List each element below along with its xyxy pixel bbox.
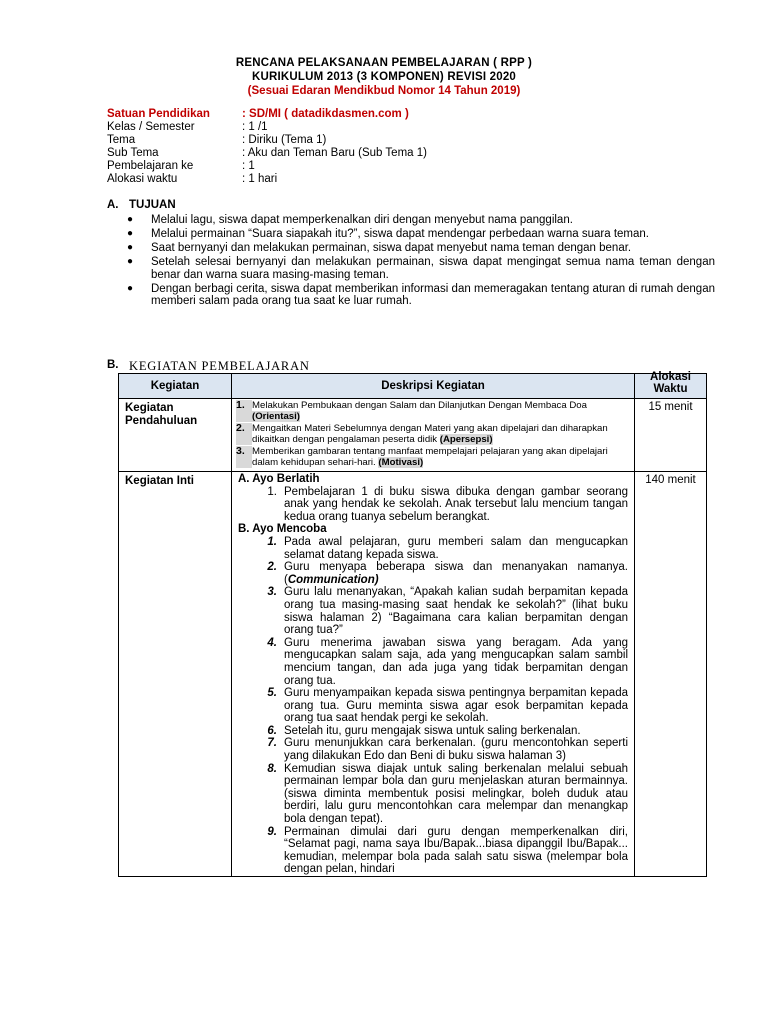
bullet-icon: ● [127, 282, 134, 294]
item-number: 1. [236, 400, 252, 422]
list-item: 5. Guru menyampaikan kepada siswa pentingnya berpamitan kepada orang tua. Guru meminta siswa agar esok berpamitan kepada orang tua saat hendak pergi ke sekolah. [267, 687, 628, 725]
list-item-text: Dengan berbagi cerita, siswa dapat memberikan informasi dan memeragakan tentang aturan di rumah dengan memberi salam pada orang tua saat ke luar rumah. [151, 282, 715, 307]
identity-label: Sub Tema [107, 147, 159, 159]
item-number: 3. [236, 446, 252, 468]
document-header [0, 56, 768, 98]
list-item: 8. Kemudian siswa diajak untuk saling berkenalan melalui sebuah permainan lempar bola dan guru menjelaskan aturan bermainnya. (siswa diminta membentuk posisi melingkar, boleh duduk atau berdiri, lalu guru mencontohkan cara melempar dan menangkap bola dengan tepat). [267, 762, 628, 826]
section-title [107, 199, 715, 211]
identity-row-satuan [107, 108, 427, 121]
cell-pendahuluan-name: Kegiatan Pendahuluan [119, 399, 232, 472]
communication-tag: Communication) [287, 573, 379, 586]
tujuan-list [107, 214, 715, 308]
bullet-icon: ● [127, 242, 134, 253]
section-letter: A. [107, 199, 119, 211]
cell-pendahuluan-time: 15 menit [635, 399, 707, 472]
identity-row-subtema [107, 147, 427, 160]
section-kegiatan-title [107, 359, 310, 374]
header-kegiatan: Kegiatan [119, 374, 232, 399]
cell-pendahuluan-desc [232, 399, 635, 472]
identity-label: Pembelajaran ke [107, 160, 194, 172]
cell-inti-desc [232, 472, 635, 877]
identity-value: : SD/MI ( datadikdasmen.com ) [242, 108, 409, 120]
list-item [107, 214, 715, 227]
bullet-icon: ● [127, 214, 134, 225]
item-text: Melakukan Pembukaan dengan Salam dan Dilanjutkan Dengan Membaca Doa (Orientasi) [252, 400, 587, 422]
section-title-text: KEGIATAN PEMBELAJARAN [129, 359, 310, 373]
identity-label: Satuan Pendidikan [107, 108, 210, 120]
header-deskripsi: Deskripsi Kegiatan [232, 374, 635, 399]
bullet-icon: ● [127, 256, 134, 267]
cell-inti-name: Kegiatan Inti [119, 472, 232, 877]
identity-value: : 1 [242, 160, 255, 172]
identity-label: Kelas / Semester [107, 121, 195, 133]
identity-label: Alokasi waktu [107, 173, 178, 185]
header-alokasi: Alokasi Waktu [635, 374, 707, 399]
list-item: 2. Guru menyapa beberapa siswa dan menanyakan namanya. (Communication) [267, 561, 628, 586]
item-tag: (Orientasi) [252, 411, 300, 422]
identity-block [107, 108, 427, 186]
list-item: 6. Setelah itu, guru mengajak siswa untuk saling berkenalan. [267, 724, 581, 737]
list-item [236, 423, 628, 445]
header-curriculum: KURIKULUM 2013 (3 KOMPONEN) REVISI 2020 [251, 71, 517, 83]
identity-value: : Aku dan Teman Baru (Sub Tema 1) [242, 147, 427, 159]
header-note: (Sesuai Edaran Mendikbud Nomor 14 Tahun 2019) [247, 85, 521, 97]
section-title-text: TUJUAN [129, 199, 176, 211]
list-item: 1. Pada awal pelajaran, guru memberi salam dan mengucapkan selamat datang kepada siswa. [267, 535, 628, 561]
identity-row-alokasi [107, 173, 427, 186]
list-item [107, 228, 715, 241]
list-item: 4. Guru menerima jawaban siswa yang beragam. Ada yang mengucapkan salam saja, ada yang mengucapkan salam sambil mencium tangan, dan ada juga yang tidak berpamitan dengan orang tua. [267, 636, 628, 687]
list-item: 1. Pembelajaran 1 di buku siswa dibuka dengan gambar seorang anak yang hendak ke sekolah. Anak tersebut lalu mencium tangan kedua orang tuanya sebelum berangkat. [267, 485, 628, 523]
list-item-text: Melalui lagu, siswa dapat memperkenalkan diri dengan menyebut nama panggilan. [151, 214, 573, 226]
item-tag: (Apersepsi) [439, 434, 493, 445]
header-title: RENCANA PELAKSANAAN PEMBELAJARAN ( RPP ) [235, 57, 533, 69]
list-item-text: Saat bernyanyi dan melakukan permainan, siswa dapat menyebut nama teman dengan benar. [151, 242, 632, 254]
item-text: Memberikan gambaran tentang manfaat mempelajari pelajaran yang akan dipelajari dalam kehidupan sehari-hari. (Motivasi) [252, 446, 608, 468]
list-item [107, 242, 715, 255]
identity-label: Tema [107, 134, 136, 146]
identity-value: : Diriku (Tema 1) [242, 134, 327, 146]
kegiatan-table [118, 373, 707, 877]
item-text: Mengaitkan Materi Sebelumnya dengan Materi yang akan dipelajari dan diharapkan dikaitkan dengan pengalaman peserta didik (Apersepsi) [252, 423, 608, 445]
list-item-text: Melalui permainan “Suara siapakah itu?”, siswa dapat mendengar perbedaan warna suara teman. [151, 228, 649, 240]
subsection-title: B. Ayo Mencoba [238, 523, 327, 536]
list-item: 3. Guru lalu menanyakan, “Apakah kalian sudah berpamitan kepada orang tua masing-masing saat hendak ke sekolah?” (lihat buku siswa halaman 2) “Bagaimana cara kalian berpamitan dengan orang tua?” [267, 586, 628, 637]
item-tag: (Motivasi) [378, 457, 424, 468]
item-number: 2. [236, 423, 252, 445]
identity-row-kelas [107, 121, 427, 134]
subsection-title: A. Ayo Berlatih [238, 473, 320, 485]
section-letter: B. [107, 359, 119, 371]
list-item [107, 283, 715, 308]
list-item [107, 256, 715, 281]
list-item: 7. Guru menunjukkan cara berkenalan. (guru mencontohkan seperti yang dilakukan Edo dan Beni di buku siswa halaman 3) [267, 737, 628, 763]
table-header-row [119, 374, 707, 399]
table-row-pendahuluan [119, 399, 707, 472]
section-tujuan [107, 199, 715, 309]
identity-row-tema [107, 134, 427, 147]
list-item [236, 446, 628, 468]
bullet-icon: ● [127, 228, 134, 239]
identity-value: : 1 /1 [242, 121, 268, 133]
identity-value: : 1 hari [242, 173, 278, 185]
list-item-text: Setelah selesai bernyanyi dan melakukan permainan, siswa dapat mengingat semua nama teman dengan benar dan warna suara masing-masing teman. [151, 256, 715, 281]
table-row-inti [119, 472, 707, 877]
cell-inti-time: 140 menit [635, 472, 707, 877]
identity-row-pembelajaran [107, 160, 427, 173]
list-item [236, 400, 628, 422]
list-item: 9. Permainan dimulai dari guru dengan memperkenalkan diri, “Selamat pagi, nama saya Ibu/Bapak...biasa dipanggil Ibu/Bapak... kemudian, melempar bola pada salah satu siswa (melempar bola dengan pelan, hindari [267, 825, 628, 876]
